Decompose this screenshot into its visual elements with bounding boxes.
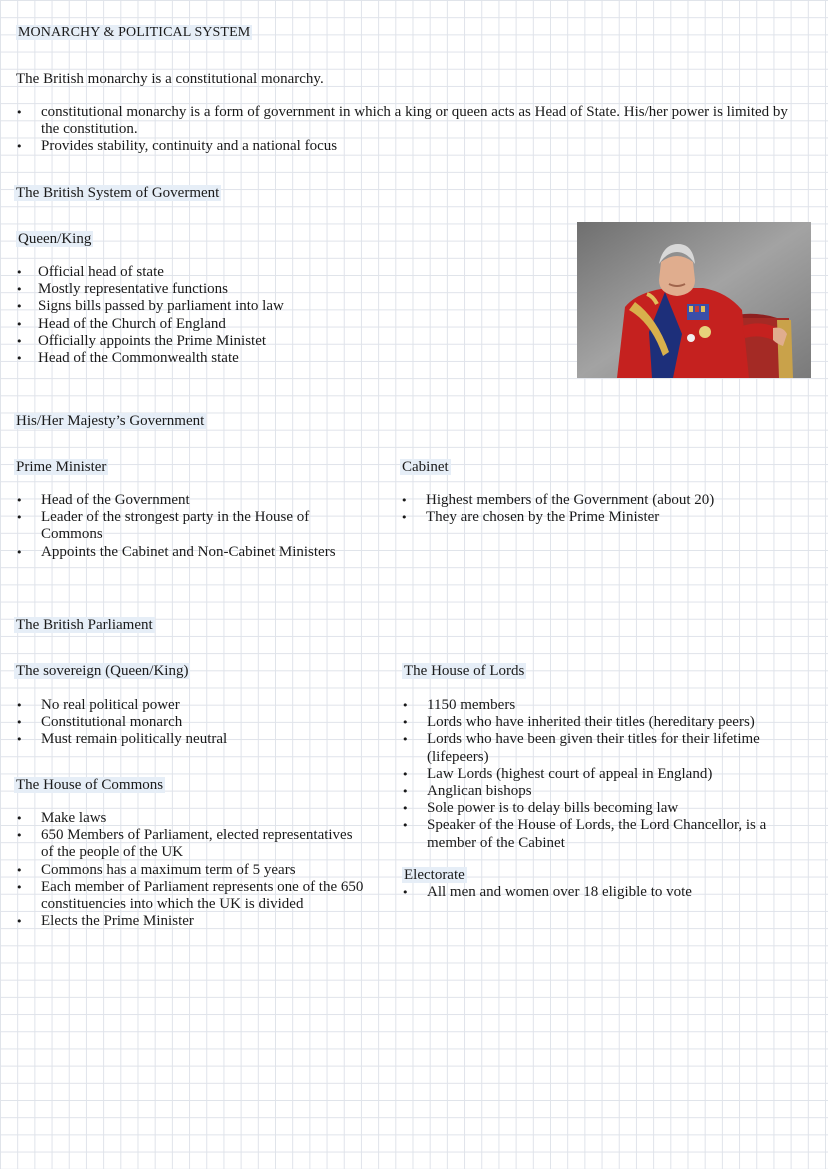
list-item: • Official head of state	[16, 264, 456, 281]
lords-heading: The House of Lords	[404, 663, 525, 679]
portrait-illustration	[577, 222, 811, 378]
list-item: • Leader of the strongest party in the House of Commons	[16, 509, 368, 543]
intro-text: The British monarchy is a constitutional monarchy.	[16, 71, 324, 87]
section-heading-system: The British System of Goverment	[16, 185, 220, 201]
king-portrait-photo	[577, 222, 811, 378]
list-item: • Anglican bishops	[402, 783, 806, 800]
list-item: • Constitutional monarch	[16, 714, 376, 731]
list-item: • Officially appoints the Prime Ministet	[16, 333, 456, 350]
list-item: • Elects the Prime Minister	[16, 913, 366, 930]
list-item: • Commons has a maximum term of 5 years	[16, 862, 366, 879]
sovereign-list	[16, 697, 376, 749]
list-item: • Head of the Government	[16, 492, 368, 509]
list-item: • Appoints the Cabinet and Non-Cabinet Ministers	[16, 544, 368, 561]
queen-king-heading: Queen/King	[18, 231, 92, 247]
electorate-list	[402, 884, 806, 901]
list-item: • Lords who have been given their titles for their lifetime (lifepeers)	[402, 731, 806, 765]
queen-king-list	[16, 264, 456, 367]
list-item: • Law Lords (highest court of appeal in England)	[402, 766, 806, 783]
lords-list	[402, 697, 806, 852]
list-item: • Head of the Church of England	[16, 316, 456, 333]
list-item: • Speaker of the House of Lords, the Lord Chancellor, is a member of the Cabinet	[402, 817, 806, 851]
list-item: • All men and women over 18 eligible to vote	[402, 884, 806, 901]
list-item: • Head of the Commonwealth state	[16, 350, 456, 367]
cabinet-heading: Cabinet	[402, 459, 449, 475]
list-item: • No real political power	[16, 697, 376, 714]
list-item: • Highest members of the Government (about 20)	[401, 492, 801, 509]
intro-list	[16, 104, 806, 156]
list-item: • Make laws	[16, 810, 366, 827]
list-item: • Mostly representative functions	[16, 281, 456, 298]
list-item: • Must remain politically neutral	[16, 731, 376, 748]
list-item: • constitutional monarchy is a form of government in which a king or queen acts as Head of State. His/her power is limited by the constitution.	[16, 104, 806, 138]
list-item: • 650 Members of Parliament, elected representatives of the people of the UK	[16, 827, 366, 861]
electorate-heading: Electorate	[404, 867, 465, 883]
prime-minister-heading: Prime Minister	[16, 459, 107, 475]
list-item: • Lords who have inherited their titles (hereditary peers)	[402, 714, 806, 731]
sovereign-heading: The sovereign (Queen/King)	[16, 663, 189, 679]
list-item: • 1150 members	[402, 697, 806, 714]
list-item: • Provides stability, continuity and a national focus	[16, 138, 806, 155]
commons-list	[16, 810, 366, 930]
page-title: MONARCHY & POLITICAL SYSTEM	[18, 25, 251, 40]
prime-minister-list	[16, 492, 368, 561]
list-item: • Sole power is to delay bills becoming law	[402, 800, 806, 817]
section-heading-parliament: The British Parliament	[16, 617, 153, 633]
cabinet-list	[401, 492, 801, 526]
list-item: • Signs bills passed by parliament into law	[16, 298, 456, 315]
list-item: • Each member of Parliament represents one of the 650 constituencies into which the UK is divided	[16, 879, 366, 913]
list-item: • They are chosen by the Prime Minister	[401, 509, 801, 526]
section-heading-government: His/Her Majesty’s Government	[16, 413, 205, 429]
commons-heading: The House of Commons	[16, 777, 164, 793]
